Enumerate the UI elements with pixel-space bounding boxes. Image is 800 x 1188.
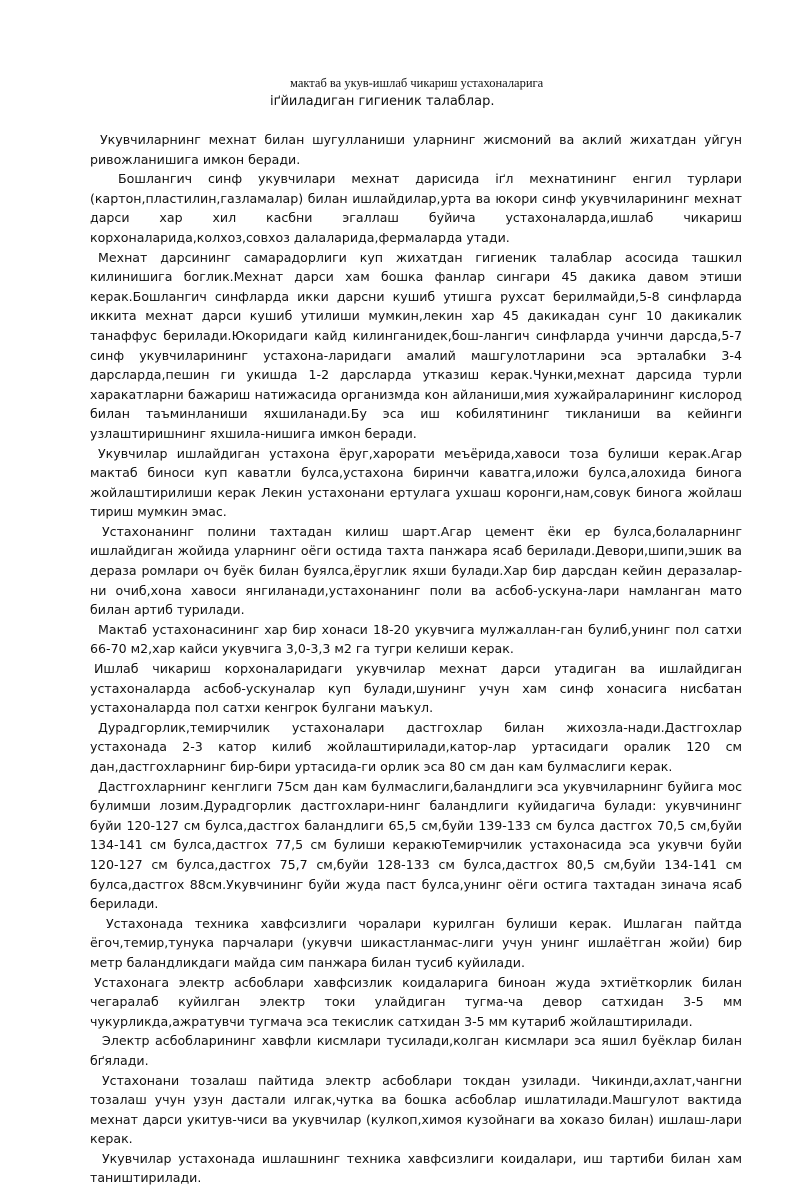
document-heading-line2: iґйиладиган гигиеник талаблар.: [270, 94, 495, 109]
paragraph-7: Ишлаб чикариш корхоналаридаги укувчилар мехнат дарси утадиган ва ишлайдиган устахоналарда асбоб-ускуналар куп булади,шунинг учун хам синф хонасига нисбатан устахоналарда пол сатхи кенгрок булгани маъкул.: [90, 661, 742, 716]
paragraph-12: Электр асбобларининг хавфли кисмлари тусилади,колган кисмлари эса яшил буёклар билан бґялади.: [90, 1033, 742, 1068]
paragraph-2: Бошлангич синф укувчилари мехнат дарисида iґл мехнатининг енгил турлари (картон,пластилин,газламалар) билан ишлайдилар,урта ва юкори синф укувчиларининг мехнат дарси хар хил касбни эгаллаш буйича устахоналарда,ишлаб чикариш корхоналарида,колхоз,совхоз далаларида,фермаларда утади.: [90, 171, 742, 245]
paragraph-5: Устахонанинг полини тахтадан килиш шарт.Агар цемент ёки ер булса,болаларнинг ишлайдиган жойида уларнинг оёги остида тахта панжара ясаб берилади.Девори,шипи,эшик ва дераза ромлари оч буёк билан буялса,ёруглик яхши булади.Хар бир дарсдан кейин деразалар-ни очиб,хона хавоси янгиланади,устахонанинг поли ва асбоб-ускуна-лари намланган мато билан артиб турилади.: [90, 523, 742, 618]
paragraph-9: Дастгохларнинг кенглиги 75см дан кам булмаслиги,баландлиги эса укувчиларнинг буйига мос булимши лозим.Дурадгорлик дастгохлари-нинг баландлиги куйидагича булади: укувчининг буйи 120-127 см булса,дастгох баландлиги 65,5 см,буйи 139-133 см булса дастгох 70,5 см,буйи 134-141 см булса,дастгох 77,5 см булиши керакюТемирчилик устахонасида эса укувчи буйи 120-127 см булса,дастгох 75,7 см,буйи 128-133 см булса,дастгох 80,5 см,буйи 134-141 см булса,дастгох 88см.Укувчининг буйи жуда паст булса,унинг оёги остига тахтадан зинача ясаб берилади.: [90, 778, 742, 912]
paragraph-1: Укувчиларнинг мехнат билан шугулланиши уларнинг жисмоний ва аклий жихатдан уйгун ривожланишига имкон беради.: [90, 132, 742, 167]
paragraph-10: Устахонада техника хавфсизлиги чоралари курилган булиши керак. Ишлаган пайтда ёгоч,темир,тунука парчалари (укувчи шикастланмас-лиги учун унинг ишлаётган жойи) бир метр баландликдаги майда сим панжара билан тусиб куйилади.: [90, 915, 742, 970]
document-heading-line1: мактаб ва укув-ишлаб чикариш устахоналарига: [290, 76, 544, 90]
paragraph-8: Дурадгорлик,темирчилик устахоналари дастгохлар билан жихозла-нади.Дастгохлар устахонада 2-3 катор килиб жойлаштирилади,катор-лар уртасидаги оралик 120 см дан,дастгохларнинг бир-бири уртасида-ги орлик эса 80 см дан кам булмаслиги керак.: [90, 719, 742, 774]
paragraph-11: Устахонага электр асбоблари хавфсизлик коидаларига биноан жуда эхтиётко​рлик билан чегаралаб куйилган электр токи улайдиган тугма-ча девор сатхидан 3-5 мм чукурликда,ажратувчи тугмача эса текислик сатхидан 3-5 мм кутариб жойлаштирилади.: [90, 974, 742, 1029]
document-page: [90, 74, 742, 1188]
paragraph-4: Укувчилар ишлайдиган устахона ёруг,харорати меъёрида,хавоси тоза булиши керак.Агар мактаб биноси куп каватли булса,устахона биринчи каватга,иложи булса,алохида бинога жойлаштирилиши керак Лекин устахонани ертулага ухшаш коронги,нам,совук бинога жойлаш тириш мумкин эмас.: [90, 445, 742, 520]
paragraph-3: Мехнат дарсининг самарадорлиги куп жихатдан гигиеник талаблар асосида ташкил килинишига боглик.Мехнат дарси хам бошка фанлар сингари 45 дакика давом этиши керак.Бошлангич синфларда икки дарсни кушиб утишга рухсат берилмайди,5-8 синфларда иккита мехнат дарси кушиб утилиши мумкин,лекин хар 45 дакикадан сунг 10 дакикалик танаффус берилади.Юкоридаги кайд килинганидек,бош-лангич синфларда учинчи дарсда,5-7 синф укувчиларининг устахона-ларидаги амалий машгулотларини эса эрталабки 3-4 дарсларда,пешин ги укишда 1-2 дарсларда утказиш керак.Чунки,мехнат дарсида турли харакатларни бажариш натижасида организмда кон айланиши,мия хужайраларининг кислород билан таъминланиши яхшиланади.Бу эса иш кобилятининг тикланиши ва кейинги узлаштиришнинг яхшила-нишига имкон беради.: [90, 249, 742, 441]
paragraph-13: Устахонани тозалаш пайтида электр асбоблари токдан узилади. Чикинди,ахлат,чангни тозалаш учун узун дастали илгак,чутка ва бошка асбоблар ишлатилади.Машгулот вактида мехнат дарси укитув-чиси ва укувчилар (кулкоп,химоя кузойнаги ва хоказо билан) ишлаш-лари керак.: [90, 1072, 742, 1147]
paragraph-14: Укувчилар устахонада ишлашнинг техника хавфсизлиги коидалари, иш тартиби билан хам таништирилади.: [90, 1150, 742, 1186]
paragraph-6: Мактаб устахонасининг хар бир хонаси 18-20 укувчига мулжаллан-ган булиб,унинг пол сатхи 66-70 м2,хар кайси укувчига 3,0-3,3 м2 га тугри келиши керак.: [90, 621, 742, 657]
